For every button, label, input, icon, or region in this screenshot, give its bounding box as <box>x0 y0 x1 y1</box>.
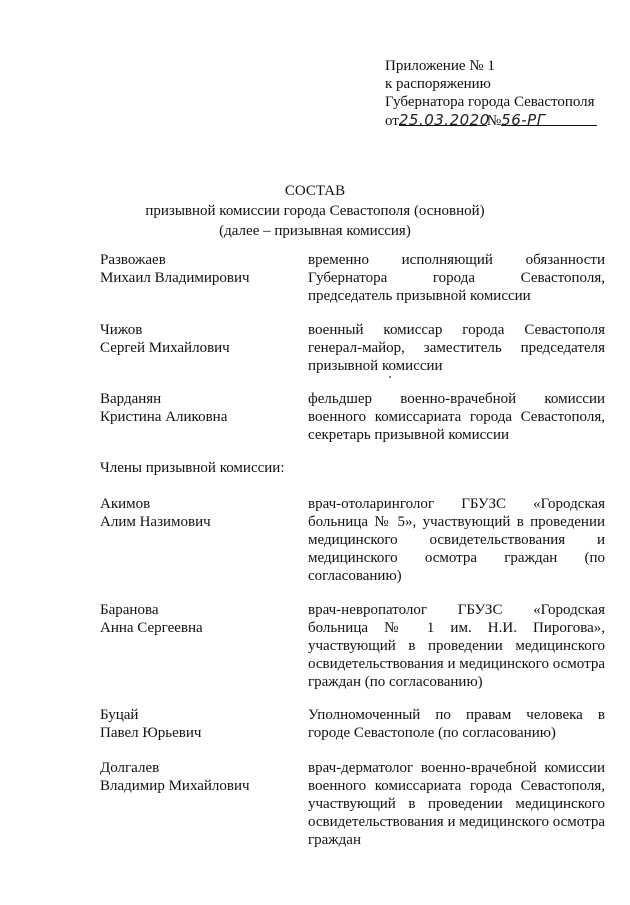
scan-speck <box>389 376 391 378</box>
person-name <box>100 706 300 742</box>
person-given-names: Алим Назимович <box>100 514 211 530</box>
person-role: врач-дерматолог военно-врачебной комиссии военного комиссариата города Севастополя, участвующий в проведении медицинского освидетельствования и медицинского осмотра граждан <box>308 760 605 848</box>
date-underline <box>398 111 490 129</box>
person-role: Уполномоченный по правам человека в городе Севастополе (по согласованию) <box>308 707 605 741</box>
person-name <box>100 601 300 637</box>
person-surname: Развожаев <box>100 252 166 268</box>
person-role: врач-отоларинголог ГБУЗС «Городская больница № 5», участвующий в проведении медицинского освидетельствования и медицинского осмотра граждан (по согласованию) <box>308 496 605 584</box>
title-heading: СОСТАВ <box>284 183 346 199</box>
person-role: временно исполняющий обязанности Губернатора города Севастополя, председатель призывной комиссии <box>308 252 605 304</box>
person-given-names: Сергей Михайлович <box>100 340 230 356</box>
person-role: врач-невропатолог ГБУЗС «Городская больница № 1 им. Н.И. Пирогова», участвующий в проведении медицинского освидетельствования и медицинского осмотра граждан (по согласованию) <box>308 602 605 690</box>
person-surname: Баранова <box>100 602 159 618</box>
person-given-names: Владимир Михайлович <box>100 778 250 794</box>
person-given-names: Павел Юрьевич <box>100 725 202 741</box>
appendix-governor: Губернатора города Севастополя <box>385 94 595 110</box>
appendix-date-number-line <box>385 111 615 130</box>
person-name <box>100 495 300 531</box>
person-surname: Буцай <box>100 707 139 723</box>
members-heading: Члены призывной комиссии: <box>100 460 285 476</box>
person-surname: Варданян <box>100 391 162 407</box>
person-given-names: Михаил Владимирович <box>100 270 250 286</box>
title-commission: призывной комиссии города Севастополя (основной) <box>145 203 485 219</box>
person-name <box>100 321 300 357</box>
person-given-names: Анна Сергеевна <box>100 620 203 636</box>
appendix-block <box>385 57 615 130</box>
handwritten-number: 56-РГ <box>501 111 546 129</box>
document-title <box>0 181 630 241</box>
number-label: № <box>486 113 502 129</box>
person-surname: Акимов <box>100 496 151 512</box>
appendix-number: Приложение № 1 <box>385 58 495 74</box>
from-label: от <box>385 113 399 129</box>
person-name <box>100 759 300 795</box>
person-role: военный комиссар города Севастополя генерал-майор, заместитель председателя призывной комиссии <box>308 322 605 374</box>
person-surname: Чижов <box>100 322 143 338</box>
person-role: фельдшер военно-врачебной комиссии военного комиссариата города Севастополя, секретарь призывной комиссии <box>308 391 605 443</box>
person-surname: Долгалев <box>100 760 160 776</box>
handwritten-date: 25.03.2020 <box>398 111 490 129</box>
number-underline <box>501 111 597 129</box>
person-given-names: Кристина Аликовна <box>100 409 228 425</box>
appendix-order-ref: к распоряжению <box>385 76 491 92</box>
person-name <box>100 251 300 287</box>
title-note: (далее – призывная комиссия) <box>219 223 411 239</box>
person-name <box>100 390 300 426</box>
